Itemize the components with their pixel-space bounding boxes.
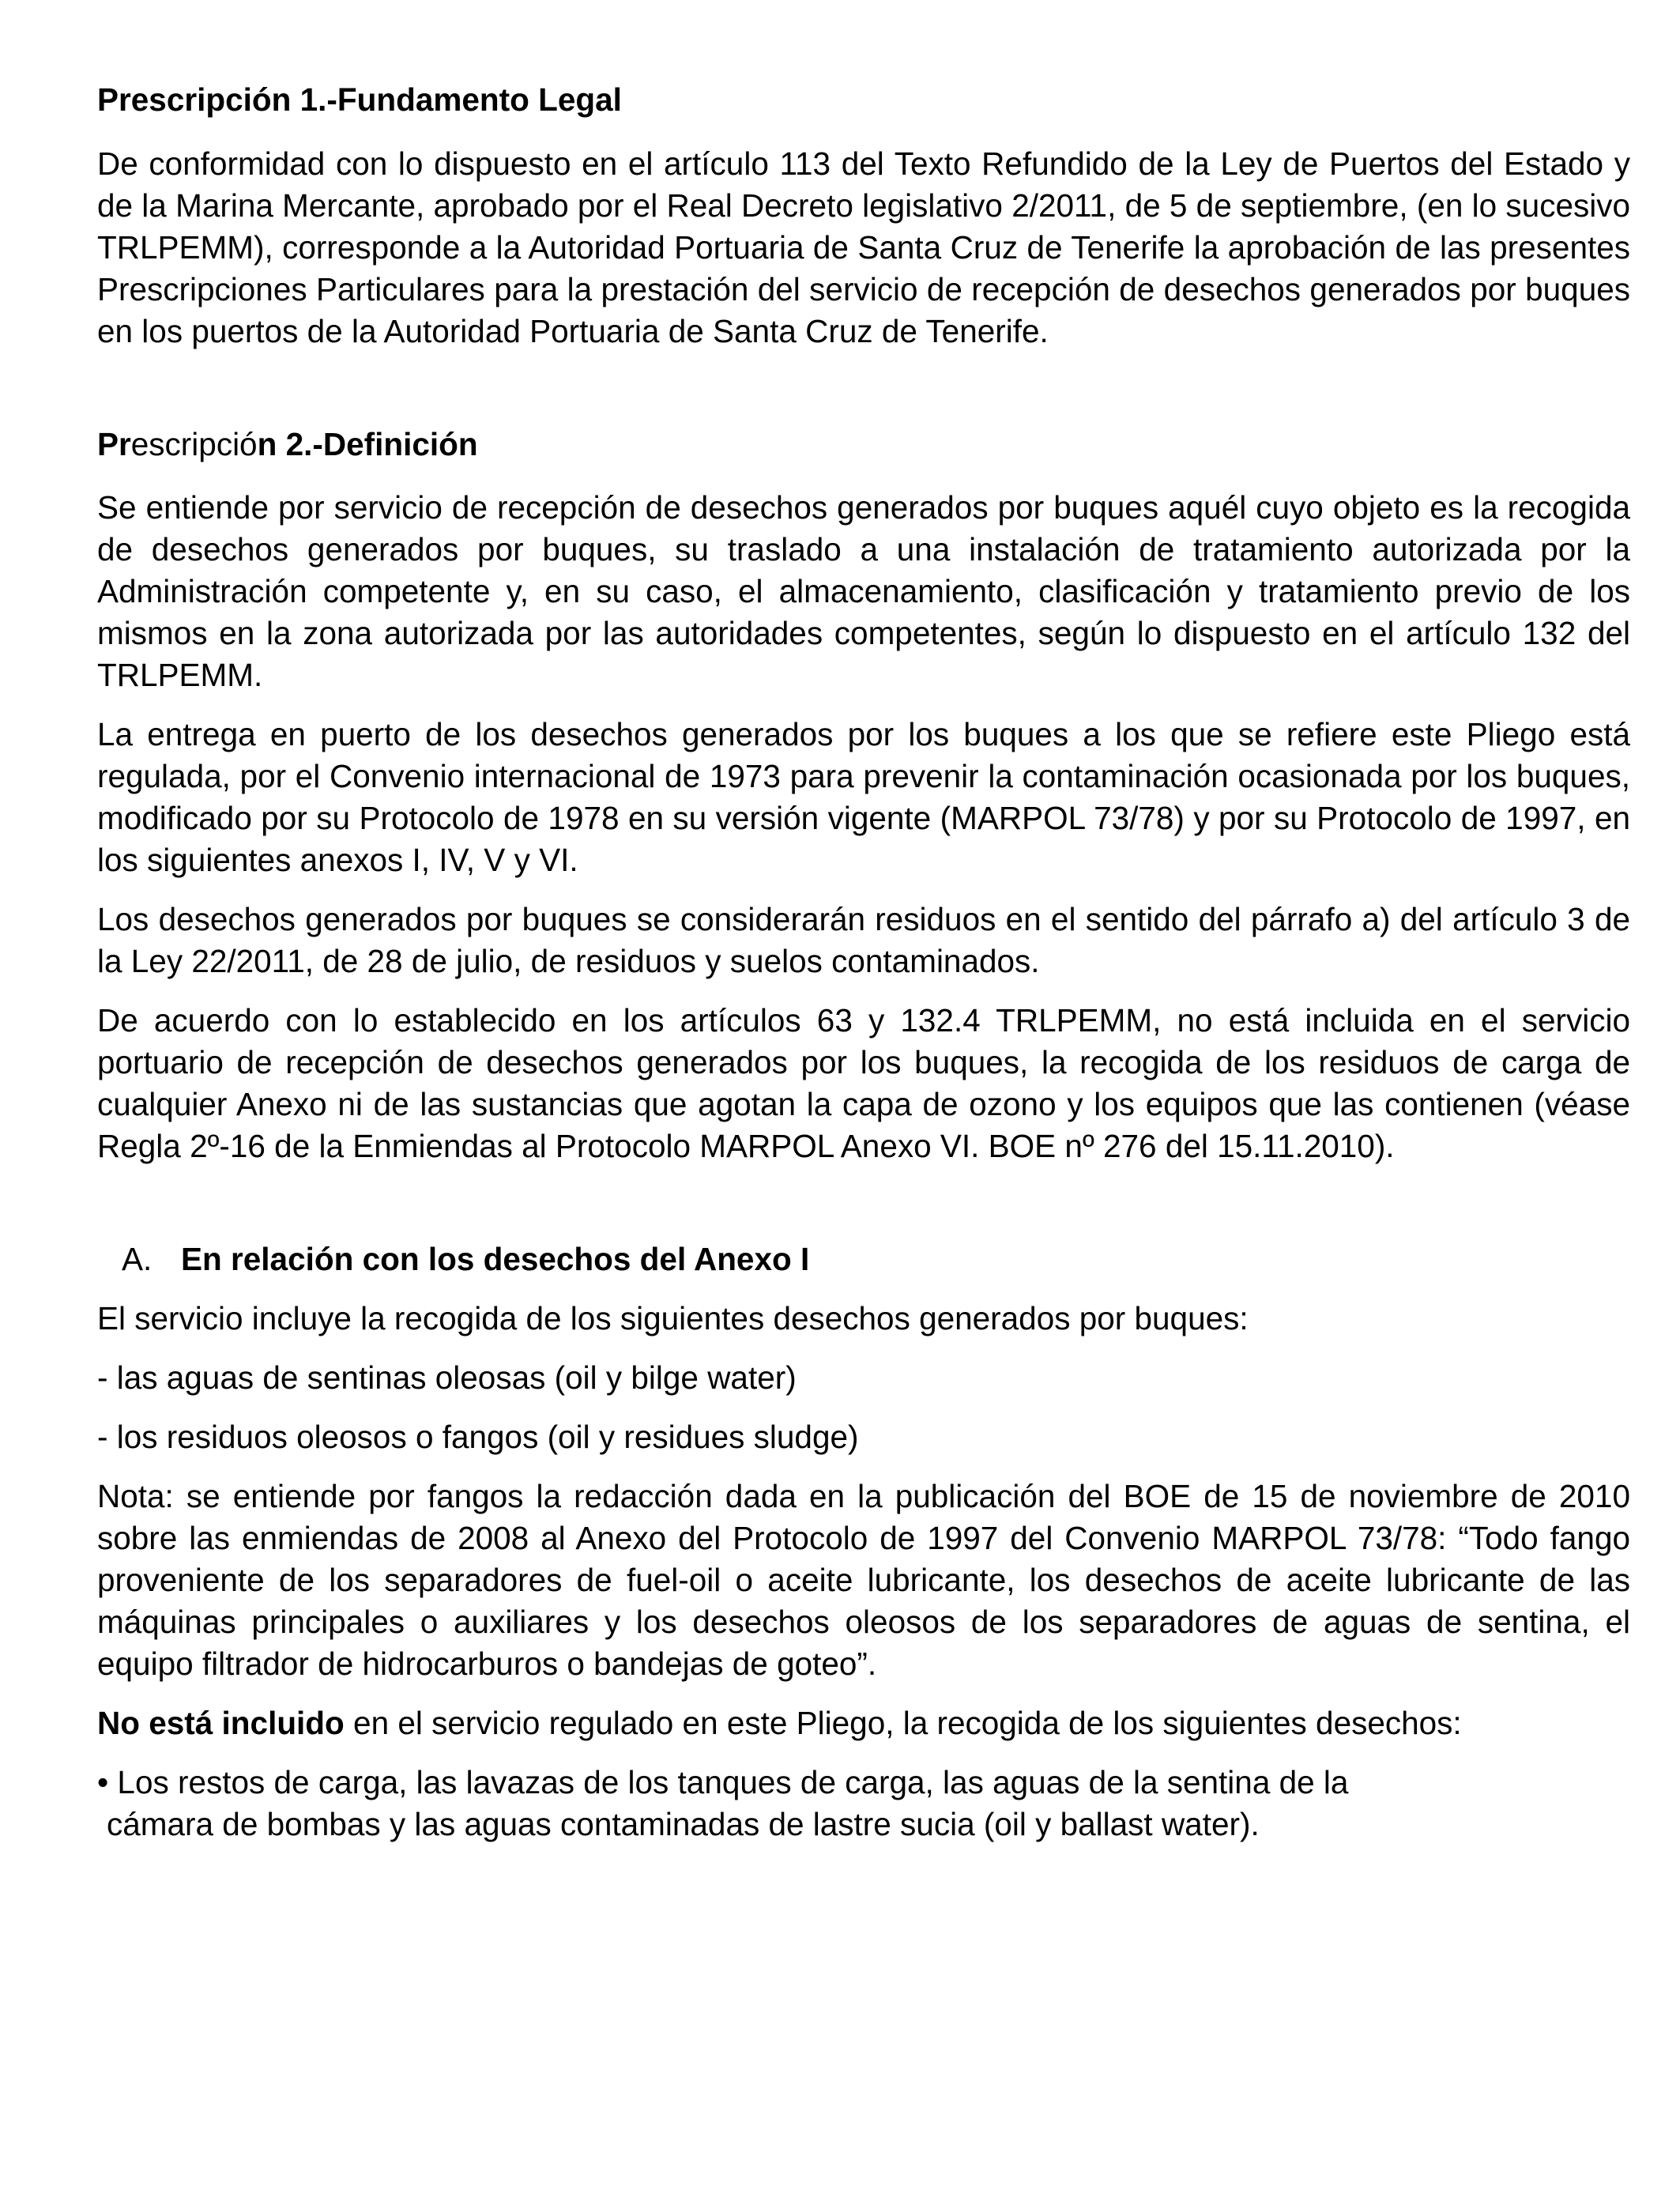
bullet-item-restos-carga-line1: • Los restos de carga, las lavazas de los tanques de carga, las aguas de la sentina de la bbox=[97, 1764, 1349, 1800]
no-incluido-bold: No está incluido bbox=[97, 1705, 345, 1741]
heading-part-escripcio: escripció bbox=[130, 426, 258, 462]
paragraph-no-incluido bbox=[97, 1702, 1630, 1744]
document-page bbox=[97, 79, 1630, 1845]
section-a-heading bbox=[97, 1238, 1630, 1280]
paragraph-definicion-4: De acuerdo con lo establecido en los artículos 63 y 132.4 TRLPEMM, no está incluida en el servicio portuario de recepción de desechos generados por los buques, la recogida de los residuos de carga de cualquier Anexo ni de las sustancias que agotan la capa de ozono y los equipos que las contienen (véase Regla 2º-16 de la Enmiendas al Protocolo MARPOL Anexo VI. BOE nº 276 del 15.11.2010). bbox=[97, 1002, 1630, 1164]
heading-prescripcion-2 bbox=[97, 424, 1630, 466]
paragraph-definicion-1: Se entiende por servicio de recepción de desechos generados por buques aquél cuyo objeto es la recogida de desechos generados por buques, su traslado a una instalación de tratamiento autorizada por la Administración competente y, en su caso, el almacenamiento, clasificación y tratamiento previo de los mismos en la zona autorizada por las autoridades competentes, según lo dispuesto en el artículo 132 del TRLPEMM. bbox=[97, 489, 1630, 693]
section-a-letter: A. bbox=[122, 1241, 153, 1277]
heading-part-pr: Pr bbox=[97, 426, 131, 462]
list-item-aguas-sentinas: - las aguas de sentinas oleosas (oil y bilge water) bbox=[97, 1359, 797, 1396]
paragraph-servicio-incluye: El servicio incluye la recogida de los siguientes desechos generados por buques: bbox=[97, 1300, 1249, 1336]
list-item-residuos-oleosos: - los residuos oleosos o fangos (oil y residues sludge) bbox=[97, 1419, 859, 1455]
section-a-title: En relación con los desechos del Anexo I bbox=[181, 1241, 810, 1277]
paragraph-definicion-3: Los desechos generados por buques se considerarán residuos en el sentido del párrafo a) del artículo 3 de la Ley 22/2011, de 28 de julio, de residuos y suelos contaminados. bbox=[97, 901, 1630, 979]
paragraph-nota-fangos: Nota: se entiende por fangos la redacción dada en la publicación del BOE de 15 de noviembre de 2010 sobre las enmiendas de 2008 al Anexo del Protocolo de 1997 del Convenio MARPOL 73/78: “Todo fango proveniente de los separadores de fuel-oil o aceite lubricante, los desechos de aceite lubricante de las máquinas principales o auxiliares y los desechos oleosos de los separadores de aguas de sentina, el equipo filtrador de hidrocarburos o bandejas de goteo”. bbox=[97, 1478, 1630, 1682]
bullet-item-restos-carga-line2: cámara de bombas y las aguas contaminadas de lastre sucia (oil y ballast water). bbox=[107, 1806, 1260, 1842]
no-incluido-rest: en el servicio regulado en este Pliego, la recogida de los siguientes desechos: bbox=[344, 1705, 1462, 1741]
paragraph-fundamento-legal: De conformidad con lo dispuesto en el artículo 113 del Texto Refundido de la Ley de Puertos del Estado y de la Marina Mercante, aprobado por el Real Decreto legislativo 2/2011, de 5 de septiembre, (en lo sucesivo TRLPEMM), corresponde a la Autoridad Portuaria de Santa Cruz de Tenerife la aprobación de las presentes Prescripciones Particulares para la prestación del servicio de recepción de desechos generados por buques en los puertos de la Autoridad Portuaria de Santa Cruz de Tenerife. bbox=[97, 145, 1630, 349]
heading-prescripcion-1: Prescripción 1.-Fundamento Legal bbox=[97, 81, 622, 118]
paragraph-definicion-2: La entrega en puerto de los desechos generados por los buques a los que se refiere este Pliego está regulada, por el Convenio internacional de 1973 para prevenir la contaminación ocasionada por los buques, modificado por su Protocolo de 1978 en su versión vigente (MARPOL 73/78) y por su Protocolo de 1997, en los siguientes anexos I, IV, V y VI. bbox=[97, 716, 1630, 878]
heading-part-rest: n 2.-Definición bbox=[257, 426, 478, 462]
